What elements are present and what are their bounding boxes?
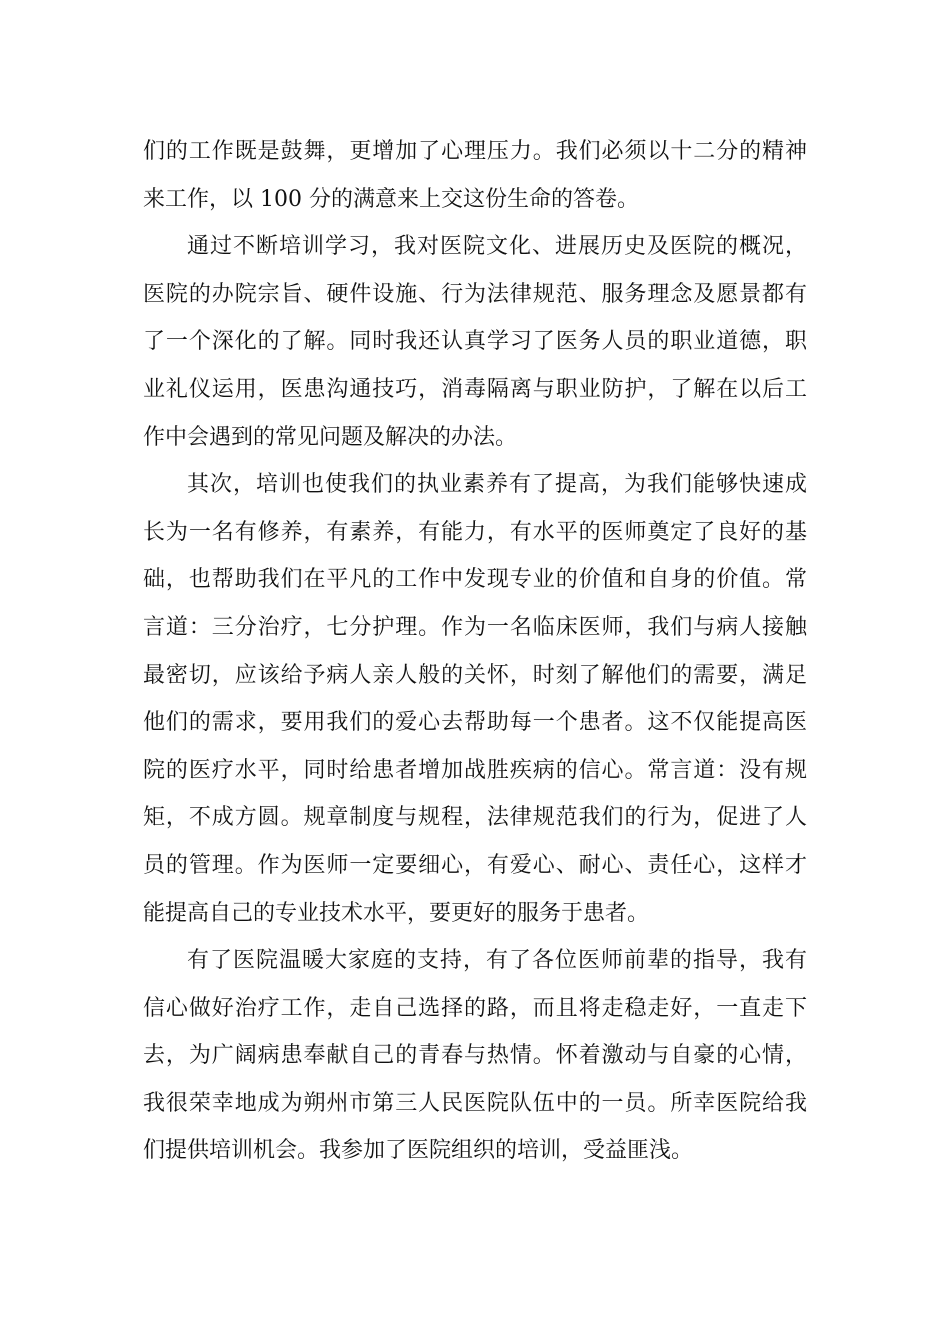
text-line: 们的工作既是鼓舞，更增加了心理压力。我们必须以十二分的精神 — [143, 139, 807, 164]
text-line: 我很荣幸地成为朔州市第三人民医院队伍中的一员。所幸医院给我 — [143, 1090, 807, 1116]
text-line: 业礼仪运用，医患沟通技巧，消毒隔离与职业防护，了解在以后工 — [143, 376, 807, 402]
text-line: 他们的需求，要用我们的爱心去帮助每一个患者。这不仅能提高医 — [143, 710, 807, 736]
text-line: 其次，培训也使我们的执业素养有了提高，为我们能够快速成 — [187, 472, 807, 498]
text-line: 矩，不成方圆。规章制度与规程，法律规范我们的行为，促进了人 — [143, 805, 807, 831]
paragraph — [143, 461, 807, 937]
text-line: 作中会遇到的常见问题及解决的办法。 — [143, 424, 518, 450]
text-line: 员的管理。作为医师一定要细心，有爱心、耐心、责任心，这样才 — [143, 852, 807, 878]
text-line: 院的医疗水平，同时给患者增加战胜疾病的信心。常言道：没有规 — [143, 757, 807, 783]
text-line: 能提高自己的专业技术水平，要更好的服务于患者。 — [143, 900, 650, 926]
text-line: 言道：三分治疗，七分护理。作为一名临床医师，我们与病人接触 — [143, 614, 807, 640]
text-line: 有了医院温暖大家庭的支持，有了各位医师前辈的指导，我有 — [187, 948, 807, 974]
text-line: 础，也帮助我们在平凡的工作中发现专业的价值和自身的价值。常 — [143, 567, 807, 593]
text-line: 最密切，应该给予病人亲人般的关怀，时刻了解他们的需要，满足 — [143, 662, 807, 688]
text-line: 去，为广阔病患奉献自己的青春与热情。怀着激动与自豪的心情， — [143, 1043, 807, 1069]
text-line: 通过不断培训学习，我对医院文化、进展历史及医院的概况， — [187, 234, 807, 260]
text-line: 医院的办院宗旨、硬件设施、行为法律规范、服务理念及愿景都有 — [143, 281, 807, 307]
paragraph — [143, 223, 807, 461]
text-line: 信心做好治疗工作，走自己选择的路，而且将走稳走好，一直走下 — [143, 995, 807, 1021]
text-line: 来工作，以 100 分的满意来上交这份生命的答卷。 — [143, 186, 639, 212]
text-line: 了一个深化的了解。同时我还认真学习了医务人员的职业道德，职 — [143, 329, 807, 355]
text-line: 长为一名有修养，有素养，有能力，有水平的医师奠定了良好的基 — [143, 519, 807, 545]
document-body — [143, 128, 807, 1175]
paragraph — [143, 937, 807, 1175]
paragraph — [143, 128, 807, 223]
text-line: 们提供培训机会。我参加了医院组织的培训，受益匪浅。 — [143, 1138, 694, 1164]
